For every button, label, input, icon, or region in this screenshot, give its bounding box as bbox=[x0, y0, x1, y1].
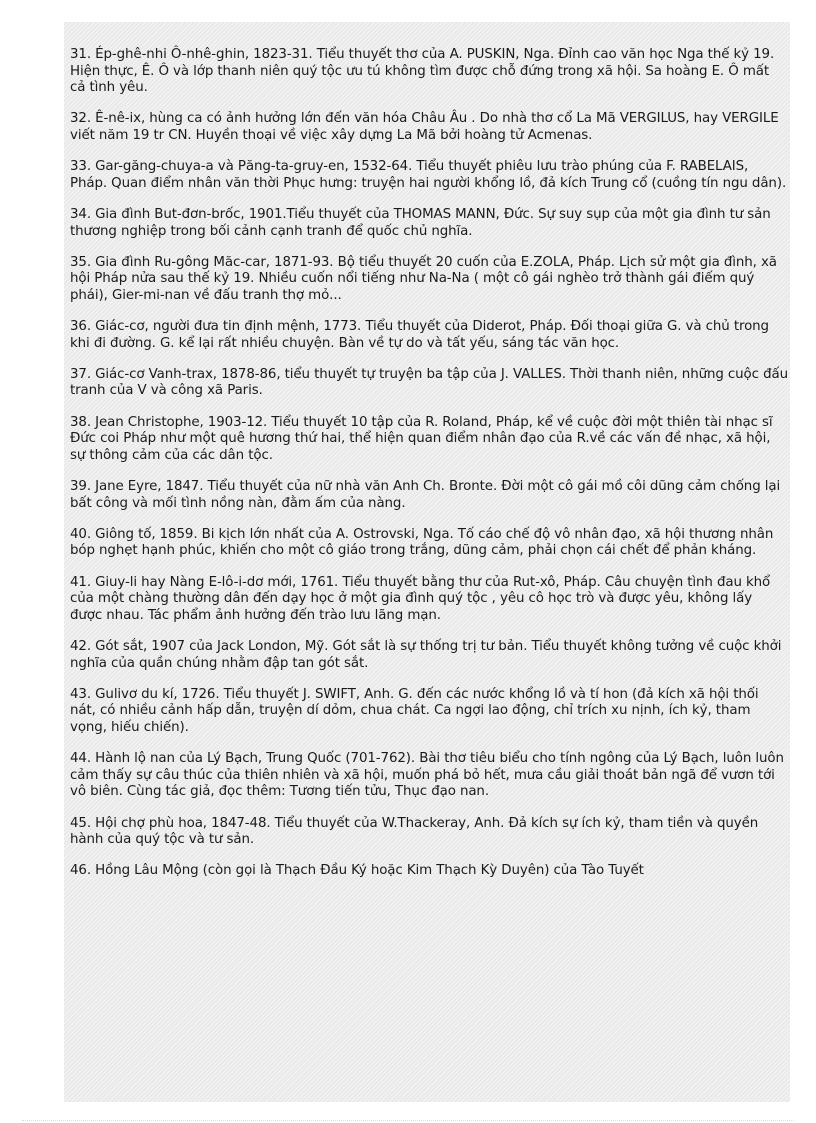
entry-41: 41. Giuy-li hay Nàng E-lô-i-dơ mới, 1761. Tiểu thuyết bằng thư của Rut-xô, Pháp. Câu chuyện tình đau khổ của một chàng thường dân đến dạy học ở một gia đình quý tộc , yêu cô học trò và được yêu, không lấy được nhau. Tác phẩm ảnh hưởng đến trào lưu lãng mạn. bbox=[70, 574, 771, 623]
entry-44: 44. Hành lộ nan của Lý Bạch, Trung Quốc (701-762). Bài thơ tiêu biểu cho tính ngông của Lý Bạch, luôn luôn cảm thấy sự câu thúc của thiên nhiên và xã hội, muốn phá bỏ hết, mưa cầu giải thoát bản ngã để vươn tới vô biên. Cùng tác giả, đọc thêm: Tương tiến tửu, Thục đạo nan. bbox=[70, 751, 784, 800]
entry-43: 43. Gulivơ du kí, 1726. Tiểu thuyết J. SWIFT, Anh. G. đến các nước khổng lồ và tí hon (đả kích xã hội thối nát, có nhiều cảnh hấp dẫn, truyện dí dỏm, chua chát. Ca ngợi lao động, chỉ trích xu nịnh, ích kỷ, tham vọng, hiếu chiến). bbox=[70, 686, 759, 735]
entry-33: 33. Gar-găng-chuya-a và Păng-ta-gruy-en, 1532-64. Tiểu thuyết phiêu lưu trào phúng của F. RABELAIS, Pháp. Quan điểm nhân văn thời Phục hưng: truyện hai người khổng lồ, đả kích Trung cổ (cuồng tín ngu dân). bbox=[70, 159, 787, 191]
entry-37: 37. Giác-cơ Vanh-trax, 1878-86, tiểu thuyết tự truyện ba tập của J. VALLES. Thời thanh niên, những cuộc đấu tranh của V và công xã Paris. bbox=[70, 366, 788, 399]
entry-46: 46. Hồng Lâu Mộng (còn gọi là Thạch Đầu Ký hoặc Kim Thạch Kỳ Duyên) của Tào Tuyết bbox=[70, 863, 644, 879]
entry-42: 42. Gót sắt, 1907 của Jack London, Mỹ. Gót sắt là sự thống trị tư bản. Tiểu thuyết không tưởng về cuộc khởi nghĩa của quần chúng nhằm đập tan gót sắt. bbox=[70, 638, 782, 671]
entry-35: 35. Gia đình Ru-gông Măc-car, 1871-93. Bộ tiểu thuyết 20 cuốn của E.ZOLA, Pháp. Lịch sử một gia đình, xã hội Pháp nửa sau thế kỷ 19. Nhiều cuốn nổi tiếng như Na-Na ( một cô gái nghèo trở thành gái điếm quý phái), Gier-mi-nan về đấu tranh thợ mỏ... bbox=[70, 254, 777, 303]
entry-40: 40. Giông tố, 1859. Bi kịch lớn nhất của A. Ostrovski, Nga. Tố cáo chế độ vô nhân đạo, xã hội thương nhân bóp nghẹt hạnh phúc, khiến cho một cô giáo trong trắng, dũng cảm, phải chọn cái chết để phản kháng. bbox=[70, 526, 774, 559]
document-page bbox=[64, 22, 790, 1102]
entry-36: 36. Giác-cơ, người đưa tin định mệnh, 1773. Tiểu thuyết của Diderot, Pháp. Đối thoại giữa G. và chủ trong khi đi đường. G. kể lại rất nhiều chuyện. Bàn về tự do và tất yếu, sáng tác văn học. bbox=[70, 319, 769, 351]
entry-34: 34. Gia đình But-đơn-brốc, 1901.Tiểu thuyết của THOMAS MANN, Đức. Sự suy sụp của một gia đình tư sản thương nghiệp trong bối cảnh cạnh tranh để quốc chủ nghĩa. bbox=[70, 206, 771, 239]
entry-list bbox=[70, 47, 788, 894]
page-bottom-divider bbox=[22, 1120, 794, 1121]
entry-31: 31. Ép-ghê-nhi Ô-nhê-ghin, 1823-31. Tiểu thuyết thơ của A. PUSKIN, Nga. Đỉnh cao văn học Nga thế kỷ 19. Hiện thực, Ê. Ô và lớp thanh niên quý tộc ưu tú không tìm được chỗ đứng trong xã hội. Sa hoàng E. Ô mất cả tình yêu. bbox=[70, 47, 775, 96]
entry-39: 39. Jane Eyre, 1847. Tiểu thuyết của nữ nhà văn Anh Ch. Bronte. Đời một cô gái mồ côi dũng cảm chống lại bất công và mối tình nồng nàn, đằm ấm của nàng. bbox=[70, 479, 781, 511]
entry-32: 32. Ê-nê-ix, hùng ca có ảnh hưởng lớn đến văn hóa Châu Âu . Do nhà thơ cổ La Mã VERGILUS, hay VERGILE viết năm 19 tr CN. Huyền thoại về việc xây dựng La Mã bởi hoàng tử Acmenas. bbox=[70, 111, 779, 143]
entry-38: 38. Jean Christophe, 1903-12. Tiểu thuyết 10 tập của R. Roland, Pháp, kể về cuộc đời một thiên tài nhạc sĩ Đức coi Pháp như một quê hương thứ hai, thể hiện quan điểm nhân đạo của R.về các vấn đề nhạc, xã hội, sự thông cảm của các dân tộc. bbox=[70, 414, 773, 463]
entry-45: 45. Hội chợ phù hoa, 1847-48. Tiểu thuyết của W.Thackeray, Anh. Đả kích sự ích kỷ, tham tiền và quyền hành của quý tộc và tư sản. bbox=[70, 815, 759, 848]
